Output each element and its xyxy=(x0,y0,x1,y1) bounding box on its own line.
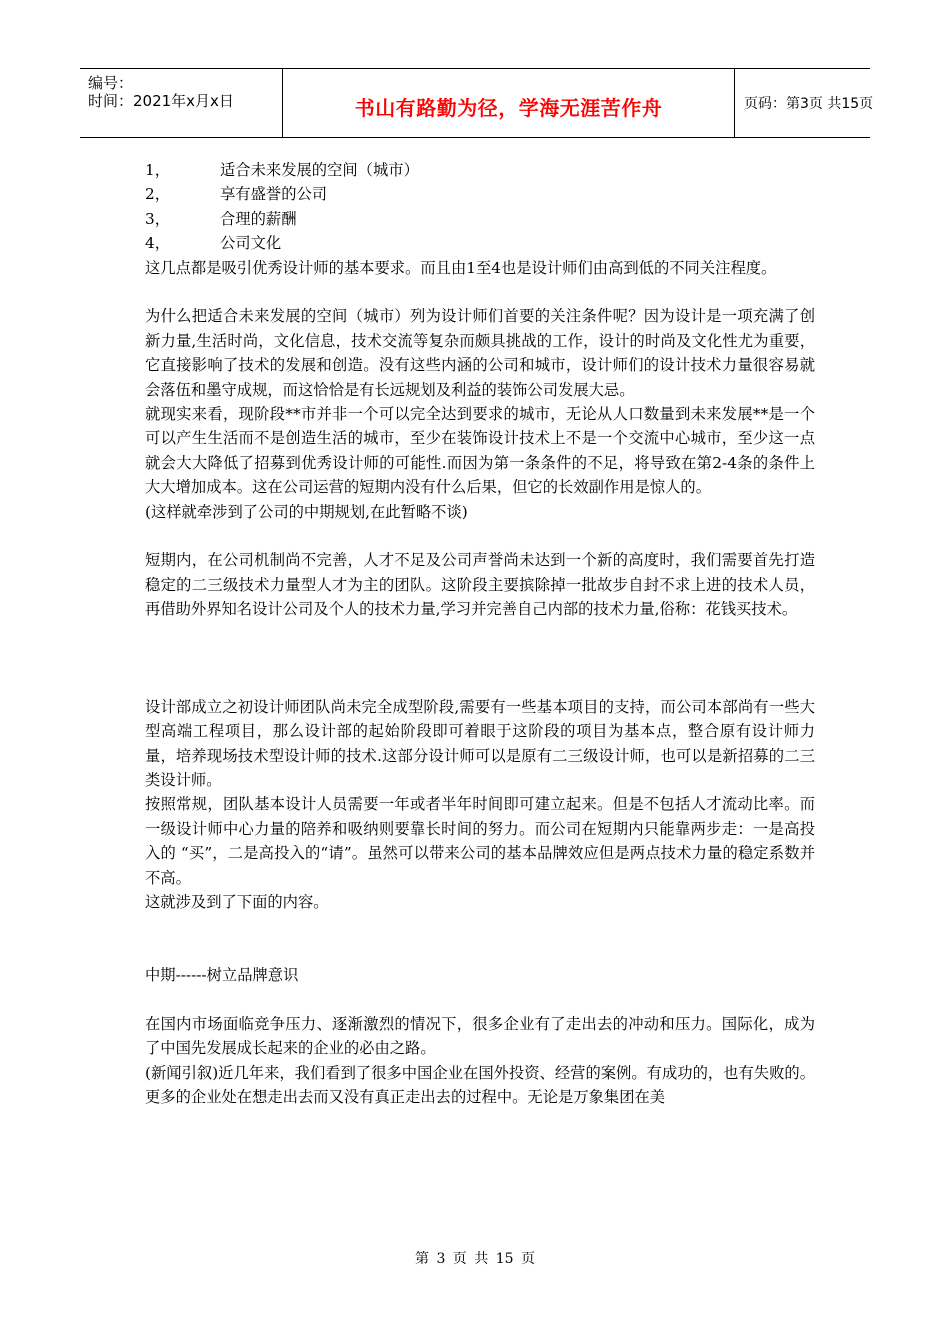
list-item xyxy=(145,231,815,255)
list-text: 公司文化 xyxy=(220,234,282,253)
page-footer: 第 3 页 共 15 页 xyxy=(415,1251,535,1267)
list-text: 享有盛誉的公司 xyxy=(220,185,328,204)
list-item xyxy=(145,158,815,182)
header-motto: 书山有路勤为径，学海无涯苦作舟 xyxy=(354,96,663,120)
list-text: 合理的薪酬 xyxy=(220,209,297,228)
document-code: 编号： xyxy=(88,74,134,92)
document-body xyxy=(145,158,815,1110)
list-number: 4， xyxy=(145,234,171,253)
list-text: 适合未来发展的空间（城市） xyxy=(220,161,419,179)
header-page-cell xyxy=(734,69,874,137)
list-number: 2， xyxy=(145,185,171,204)
paragraph-mid-term-note: (这样就牵涉到了公司的中期规划,在此暂略不谈) xyxy=(145,502,468,521)
list-item xyxy=(145,182,815,206)
paragraph-short-term: 短期内，在公司机制尚不完善，人才不足及公司声誉尚未达到一个新的高度时，我们需要首先打造稳定的二三级技术力量型人才为主的团队。这阶段主要摈除掉一批故步自封不求上进的技术人员，再借助外界知名设计公司及个人的技术力量,学习并完善自己内部的技术力量,俗称：花钱买技术。 xyxy=(145,551,815,619)
paragraph-current-reality: 就现实来看，现阶段**市并非一个可以完全达到要求的城市，无论从人口数量到未来发展**是一个可以产生生活而不是创造生活的城市，至少在装饰设计技术上不是一个交流中心城市，至少这一点就会大大降低了招募到优秀设计师的可能性.而因为第一条条件的不足，将导致在第2-4条的条件上大大增加成本。这在公司运营的短期内没有什么后果，但它的长效副作用是惊人的。 xyxy=(145,405,815,497)
page-header xyxy=(80,68,874,138)
section-heading-mid-term: 中期------树立品牌意识 xyxy=(145,966,299,985)
header-page-info: 页码：第3页 共15页 xyxy=(744,96,874,112)
paragraph-requirements-summary: 这几点都是吸引优秀设计师的基本要求。而且由1至4也是设计师们由高到低的不同关注程度。 xyxy=(145,258,777,277)
paragraph-team-building: 按照常规，团队基本设计人员需要一年或者半年时间即可建立起来。但是不包括人才流动比率。而一级设计师中心力量的陪养和吸纳则要靠长时间的努力。而公司在短期内只能靠两步走：一是高投入的 “买”，二是高投入的“请”。虽然可以带来公司的基本品牌效应但是两点技术力量的稳定系数并不高。 xyxy=(145,795,815,887)
list-number: 3， xyxy=(145,209,171,228)
list-item xyxy=(145,207,815,231)
paragraph-city-importance: 为什么把适合未来发展的空间（城市）列为设计师们首要的关注条件呢？因为设计是一项充满了创新力量,生活时尚，文化信息，技术交流等复杂而颇具挑战的工作，设计的时尚及文化性尤为重要，它直接影响了技术的发展和创造。没有这些内涵的公司和城市，设计师们的设计技术力量很容易就会落伍和墨守成规，而这恰恰是有长远规划及利益的装饰公司发展大忌。 xyxy=(145,307,815,399)
document-date: 时间：2021年x月x日 xyxy=(88,92,234,110)
paragraph-news-citation: (新闻引叙)近几年来，我们看到了很多中国企业在国外投资、经营的案例。有成功的，也有失败的。更多的企业处在想走出去而又没有真正走出去的过程中。无论是万象集团在美 xyxy=(145,1063,815,1107)
paragraph-transition: 这就涉及到了下面的内容。 xyxy=(145,892,329,911)
list-number: 1， xyxy=(145,161,171,179)
header-meta xyxy=(80,69,280,137)
paragraph-internationalization: 在国内市场面临竞争压力、逐渐激烈的情况下，很多企业有了走出去的冲动和压力。国际化，成为了中国先发展成长起来的企业的必由之路。 xyxy=(145,1014,815,1058)
paragraph-design-dept-start: 设计部成立之初设计师团队尚未完全成型阶段,需要有一些基本项目的支持，而公司本部尚有一些大型高端工程项目，那么设计部的起始阶段即可着眼于这阶段的项目为基本点，整合原有设计师力量，培养现场技术型设计师的技术.这部分设计师可以是原有二三级设计师，也可以是新招募的二三类设计师。 xyxy=(145,697,815,789)
header-motto-cell xyxy=(282,69,735,137)
